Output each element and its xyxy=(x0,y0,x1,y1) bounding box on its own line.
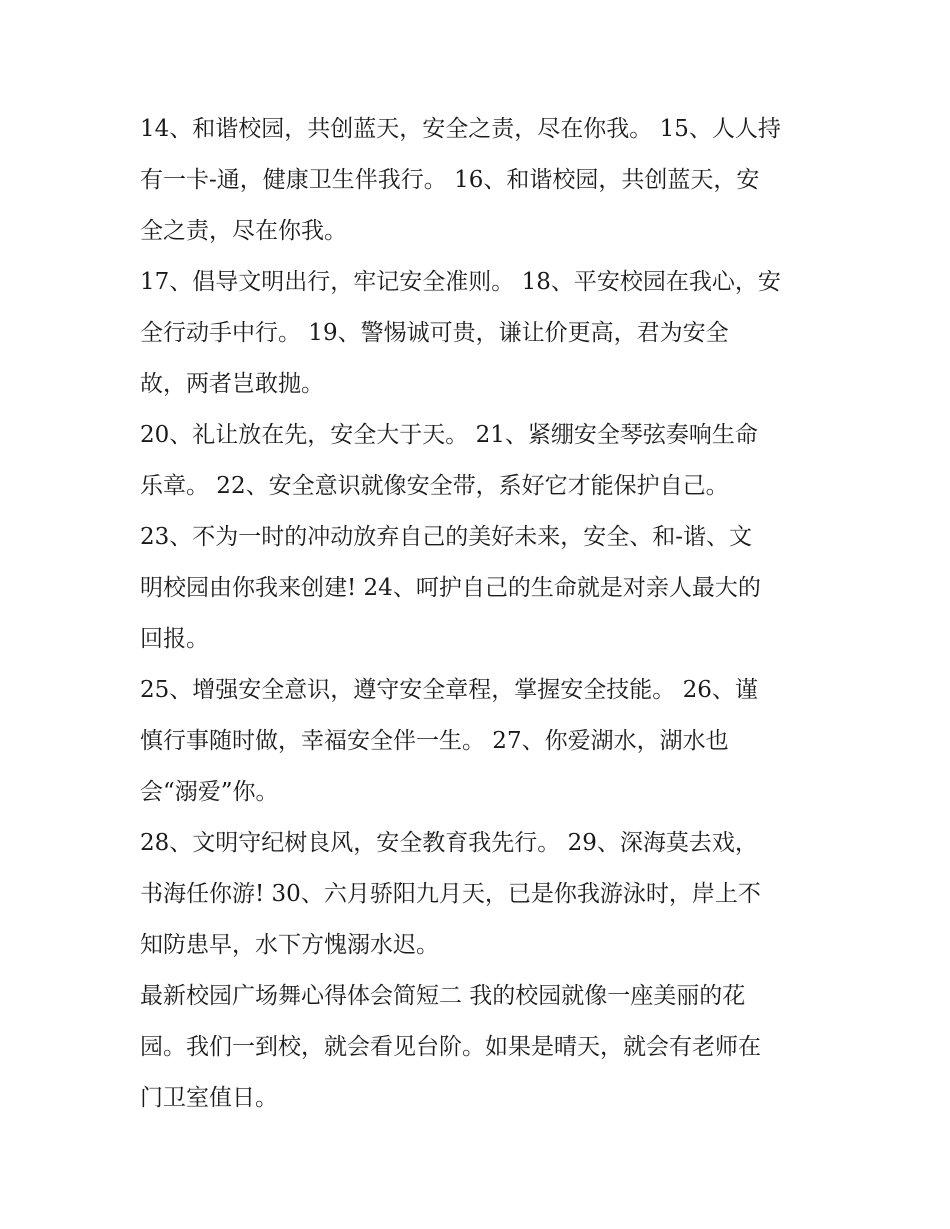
text-line: 故，两者岂敢抛。 xyxy=(140,371,324,397)
paragraph-slogans-28-30 xyxy=(140,818,830,971)
text-line: 全之责，尽在你我。 xyxy=(140,218,347,244)
text-line: 知防患早，水下方愧溺水迟。 xyxy=(140,932,439,958)
text-line: 全行动手中行。 19、警惕诚可贵，谦让价更高，君为安全 xyxy=(140,320,729,346)
paragraph-slogans-20-22 xyxy=(140,410,830,512)
text-line: 28、文明守纪树良风，安全教育我先行。 29、深海莫去戏， xyxy=(140,830,758,856)
text-line: 会“溺爱”你。 xyxy=(140,779,279,805)
text-line: 25、增强安全意识，遵守安全章程，掌握安全技能。 26、谨 xyxy=(140,677,758,703)
text-line: 慎行事随时做，幸福安全伴一生。 27、你爱湖水，湖水也 xyxy=(140,728,729,754)
text-line: 20、礼让放在先，安全大于天。 21、紧绷安全琴弦奏响生命 xyxy=(140,422,758,448)
text-line: 14、和谐校园，共创蓝天，安全之责，尽在你我。 15、人人持 xyxy=(140,116,781,142)
document-body xyxy=(140,104,830,1124)
text-line: 23、不为一时的冲动放弃自己的美好未来，安全、和-谐、文 xyxy=(140,524,753,550)
paragraph-section-two xyxy=(140,971,830,1124)
text-line: 明校园由你我来创建! 24、呵护自己的生命就是对亲人最大的 xyxy=(140,575,761,601)
paragraph-slogans-14-16 xyxy=(140,104,830,257)
text-line: 有一卡-通，健康卫生伴我行。 16、和谐校园，共创蓝天，安 xyxy=(140,167,760,193)
paragraph-slogans-23-24 xyxy=(140,512,830,665)
text-line: 乐章。 22、安全意识就像安全带，系好它才能保护自己。 xyxy=(140,473,729,499)
text-line: 最新校园广场舞心得体会简短二 我的校园就像一座美丽的花 xyxy=(140,983,746,1009)
text-line: 17、倡导文明出行，牢记安全准则。 18、平安校园在我心，安 xyxy=(140,269,781,295)
text-line: 园。我们一到校，就会看见台阶。如果是晴天，就会有老师在 xyxy=(140,1034,761,1060)
paragraph-slogans-25-27 xyxy=(140,665,830,818)
paragraph-slogans-17-19 xyxy=(140,257,830,410)
text-line: 书海任你游! 30、六月骄阳九月天，已是你我游泳时，岸上不 xyxy=(140,881,761,907)
text-line: 回报。 xyxy=(140,626,209,652)
text-line: 门卫室值日。 xyxy=(140,1085,278,1111)
